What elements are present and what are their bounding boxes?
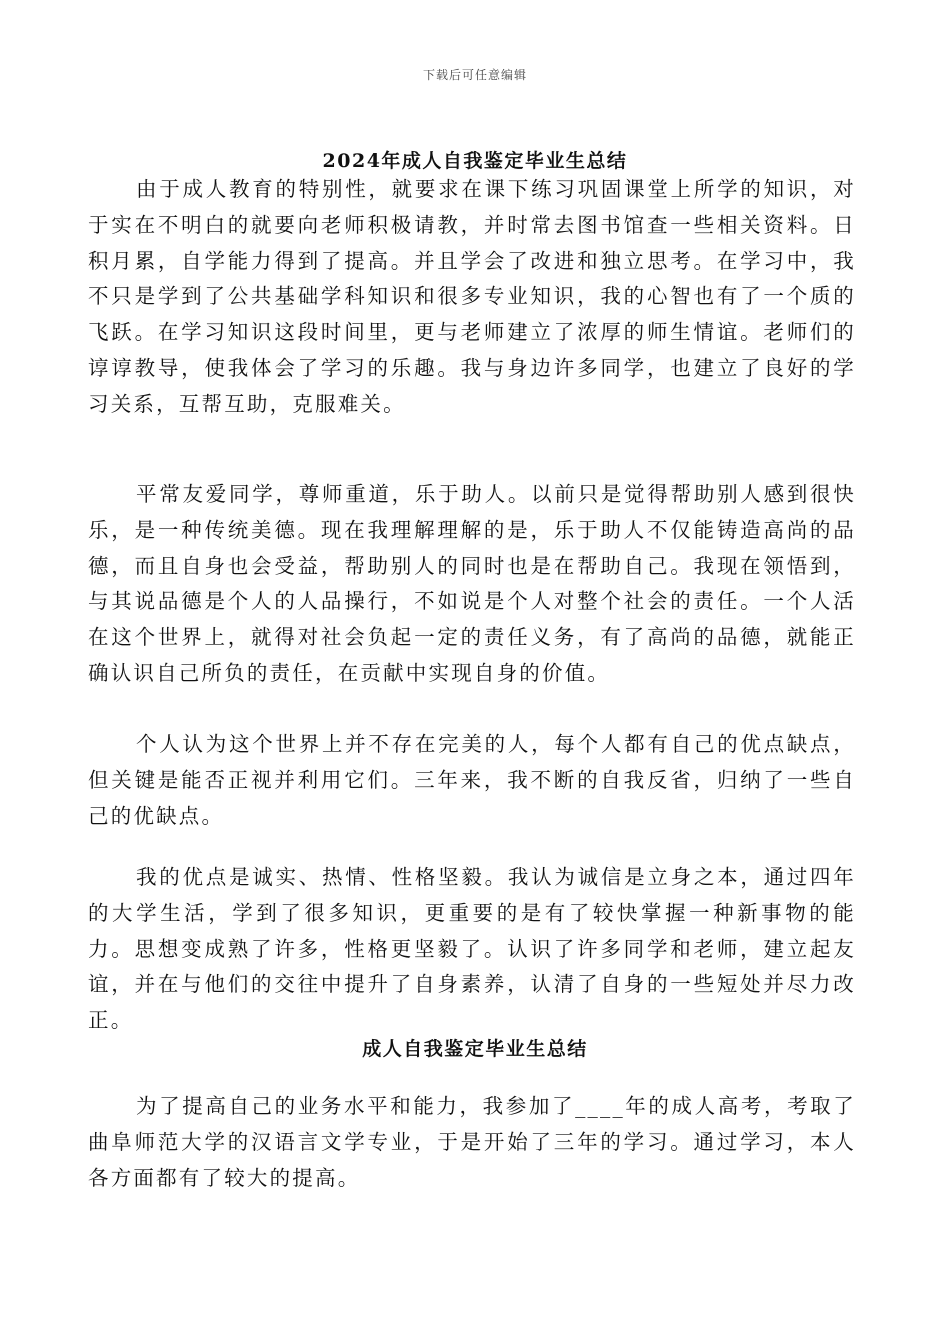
paragraph-strengths: 我的优点是诚实、热情、性格坚毅。我认为诚信是立身之本，通过四年的大学生活，学到了很多知识，更重要的是有了较快掌握一种新事物的能力。思想变成熟了许多，性格更坚毅了。认识了许多同学和老师，建立起友谊，并在与他们的交往中提升了自身素养，认清了自身的一些短处并尽力改正。 (88, 865, 856, 1033)
paragraph-character: 平常友爱同学，尊师重道，乐于助人。以前只是觉得帮助别人感到很快乐，是一种传统美德。现在我理解理解的是，乐于助人不仅能铸造高尚的品德，而且自身也会受益，帮助别人的同时也是在帮助自己。我现在领悟到，与其说品德是个人的人品操行，不如说是个人对整个社会的责任。一个人活在这个世界上，就得对社会负起一定的责任义务，有了高尚的品德，就能正确认识自己所负的责任，在贡献中实现自身的价值。 (88, 482, 856, 685)
section-subtitle: 成人自我鉴定毕业生总结 (362, 1038, 588, 1060)
paragraph-self-reflection: 个人认为这个世界上并不存在完美的人，每个人都有自己的优点缺点，但关键是能否正视并利用它们。三年来，我不断的自我反省，归纳了一些自己的优缺点。 (88, 732, 856, 828)
paragraph-closing: 为了提高自己的业务水平和能力，我参加了____年的成人高考，考取了曲阜师范大学的汉语言文学专业，于是开始了三年的学习。通过学习，本人各方面都有了较大的提高。 (88, 1094, 856, 1190)
paragraph-study: 由于成人教育的特别性，就要求在课下练习巩固课堂上所学的知识，对于实在不明白的就要向老师积极请教，并时常去图书馆查一些相关资料。日积月累，自学能力得到了提高。并且学会了改进和独立思考。在学习中，我不只是学到了公共基础学科知识和很多专业知识，我的心智也有了一个质的飞跃。在学习知识这段时间里，更与老师建立了浓厚的师生情谊。老师们的谆谆教导，使我体会了学习的乐趣。我与身边许多同学，也建立了良好的学习关系，互帮互助，克服难关。 (88, 177, 856, 416)
header-note: 下载后可任意编辑 (422, 68, 527, 82)
document-title: 2024年成人自我鉴定毕业生总结 (322, 150, 628, 172)
